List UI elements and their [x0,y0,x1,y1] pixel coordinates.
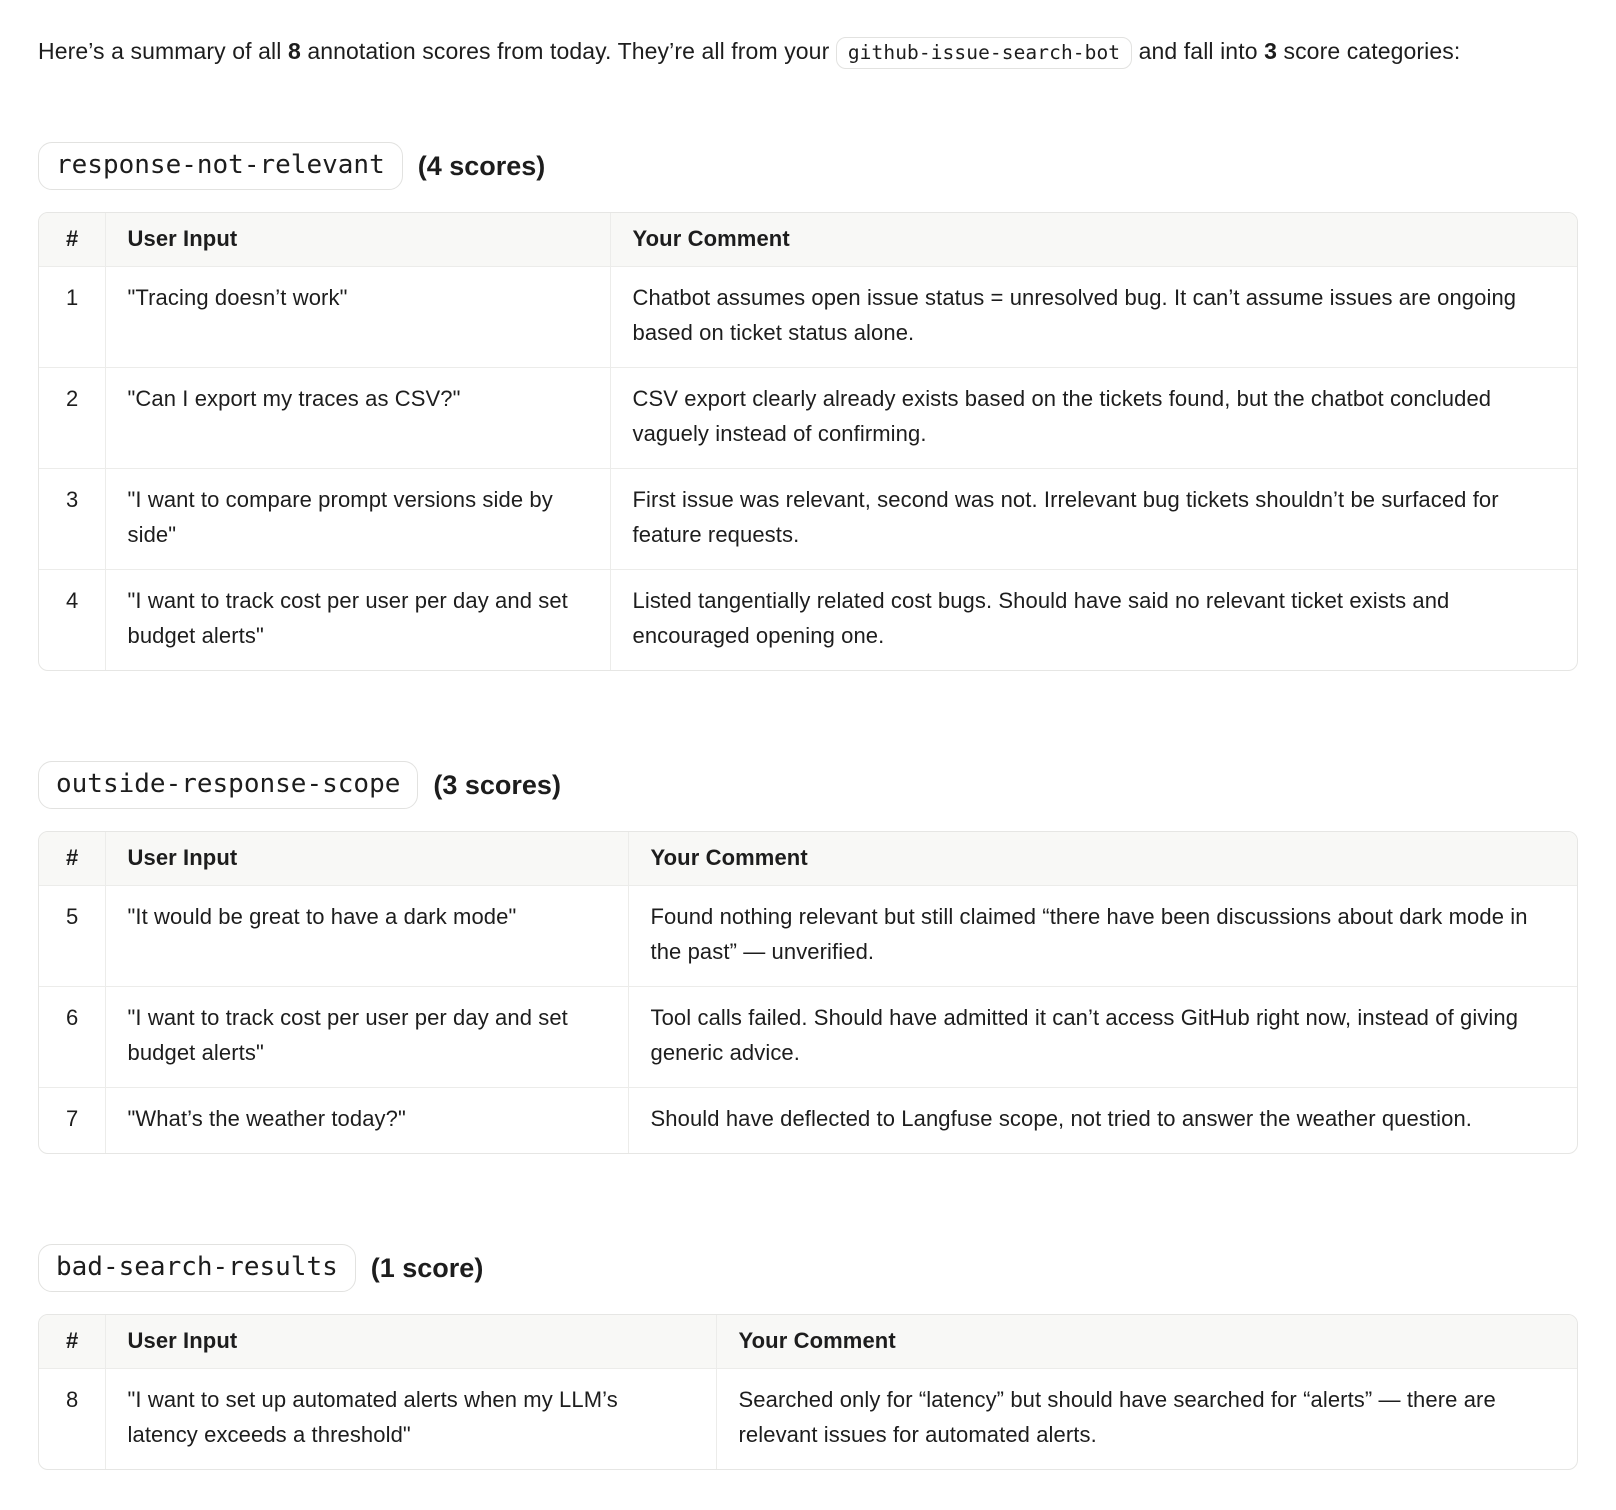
table-row [39,570,1577,671]
table-row [39,886,1577,987]
column-header-user-input: User Input [105,213,610,267]
column-header-num: # [39,1315,105,1369]
table-header-row [39,213,1577,267]
user-input-cell: "I want to track cost per user per day and set budget alerts" [105,987,628,1088]
column-header-user-input: User Input [105,832,628,886]
table-row [39,1088,1577,1154]
column-header-user-input: User Input [105,1315,716,1369]
section-bad-search-results [38,1244,1578,1470]
bot-name-code-chip: github-issue-search-bot [836,37,1132,69]
column-header-your-comment: Your Comment [610,213,1577,267]
row-number: 2 [66,386,79,411]
comment-cell: First issue was relevant, second was not. Irrelevant bug tickets shouldn’t be surfaced for feature requests. [610,469,1577,570]
column-header-num: # [39,213,105,267]
comment-cell: CSV export clearly already exists based on the tickets found, but the chatbot concluded vaguely instead of confirming. [610,368,1577,469]
row-number: 3 [66,487,79,512]
intro-text: score categories: [1276,38,1461,64]
section-outside-response-scope [38,761,1578,1154]
scores-table [39,1315,1577,1469]
scores-table-container [38,1314,1578,1470]
category-tag-chip: outside-response-scope [38,761,418,809]
column-header-num: # [39,832,105,886]
table-row [39,368,1577,469]
table-row [39,1369,1577,1470]
column-header-your-comment: Your Comment [716,1315,1577,1369]
intro-count-categories: 3 [1264,38,1277,64]
column-header-your-comment: Your Comment [628,832,1577,886]
score-count-label: (3 scores) [433,769,561,800]
intro-text: and fall into [1132,38,1265,64]
row-number: 7 [66,1106,79,1131]
scores-table [39,832,1577,1153]
scores-table-container [38,831,1578,1154]
table-header-row [39,1315,1577,1369]
intro-count-scores: 8 [287,38,301,64]
comment-cell: Searched only for “latency” but should have searched for “alerts” — there are relevant issues for automated alerts. [716,1369,1577,1470]
row-number: 8 [66,1387,79,1412]
user-input-cell: "I want to compare prompt versions side by side" [105,469,610,570]
score-count-label: (4 scores) [417,150,546,181]
row-number: 6 [66,1005,79,1030]
section-response-not-relevant [38,142,1578,671]
user-input-cell: "It would be great to have a dark mode" [105,886,628,987]
user-input-cell: "I want to track cost per user per day and set budget alerts" [105,570,610,671]
comment-cell: Chatbot assumes open issue status = unresolved bug. It can’t assume issues are ongoing based on ticket status alone. [610,267,1577,368]
user-input-cell: "What’s the weather today?" [105,1088,628,1154]
scores-table-container [38,212,1578,671]
row-number: 4 [66,588,79,613]
table-row [39,987,1577,1088]
row-number: 5 [66,904,79,929]
table-row [39,267,1577,368]
comment-cell: Found nothing relevant but still claimed “there have been discussions about dark mode in the past” — unverified. [628,886,1577,987]
table-header-row [39,832,1577,886]
comment-cell: Listed tangentially related cost bugs. Should have said no relevant ticket exists and encouraged opening one. [610,570,1577,671]
user-input-cell: "Can I export my traces as CSV?" [105,368,610,469]
intro-paragraph [38,28,1578,76]
comment-cell: Tool calls failed. Should have admitted it can’t access GitHub right now, instead of giving generic advice. [628,987,1577,1088]
user-input-cell: "Tracing doesn’t work" [105,267,610,368]
user-input-cell: "I want to set up automated alerts when my LLM’s latency exceeds a threshold" [105,1369,716,1470]
category-tag-chip: bad-search-results [38,1244,356,1292]
row-number: 1 [66,285,79,310]
scores-table [39,213,1577,670]
category-tag-chip: response-not-relevant [38,142,403,190]
intro-text: annotation scores from today. They’re all from your [300,38,836,64]
section-heading [38,1244,1578,1292]
section-heading [38,761,1578,809]
intro-text: Here’s a summary of all [38,38,288,64]
table-row [39,469,1577,570]
section-heading [38,142,1578,190]
comment-cell: Should have deflected to Langfuse scope, not tried to answer the weather question. [628,1088,1577,1154]
score-count-label: (1 score) [370,1252,484,1283]
